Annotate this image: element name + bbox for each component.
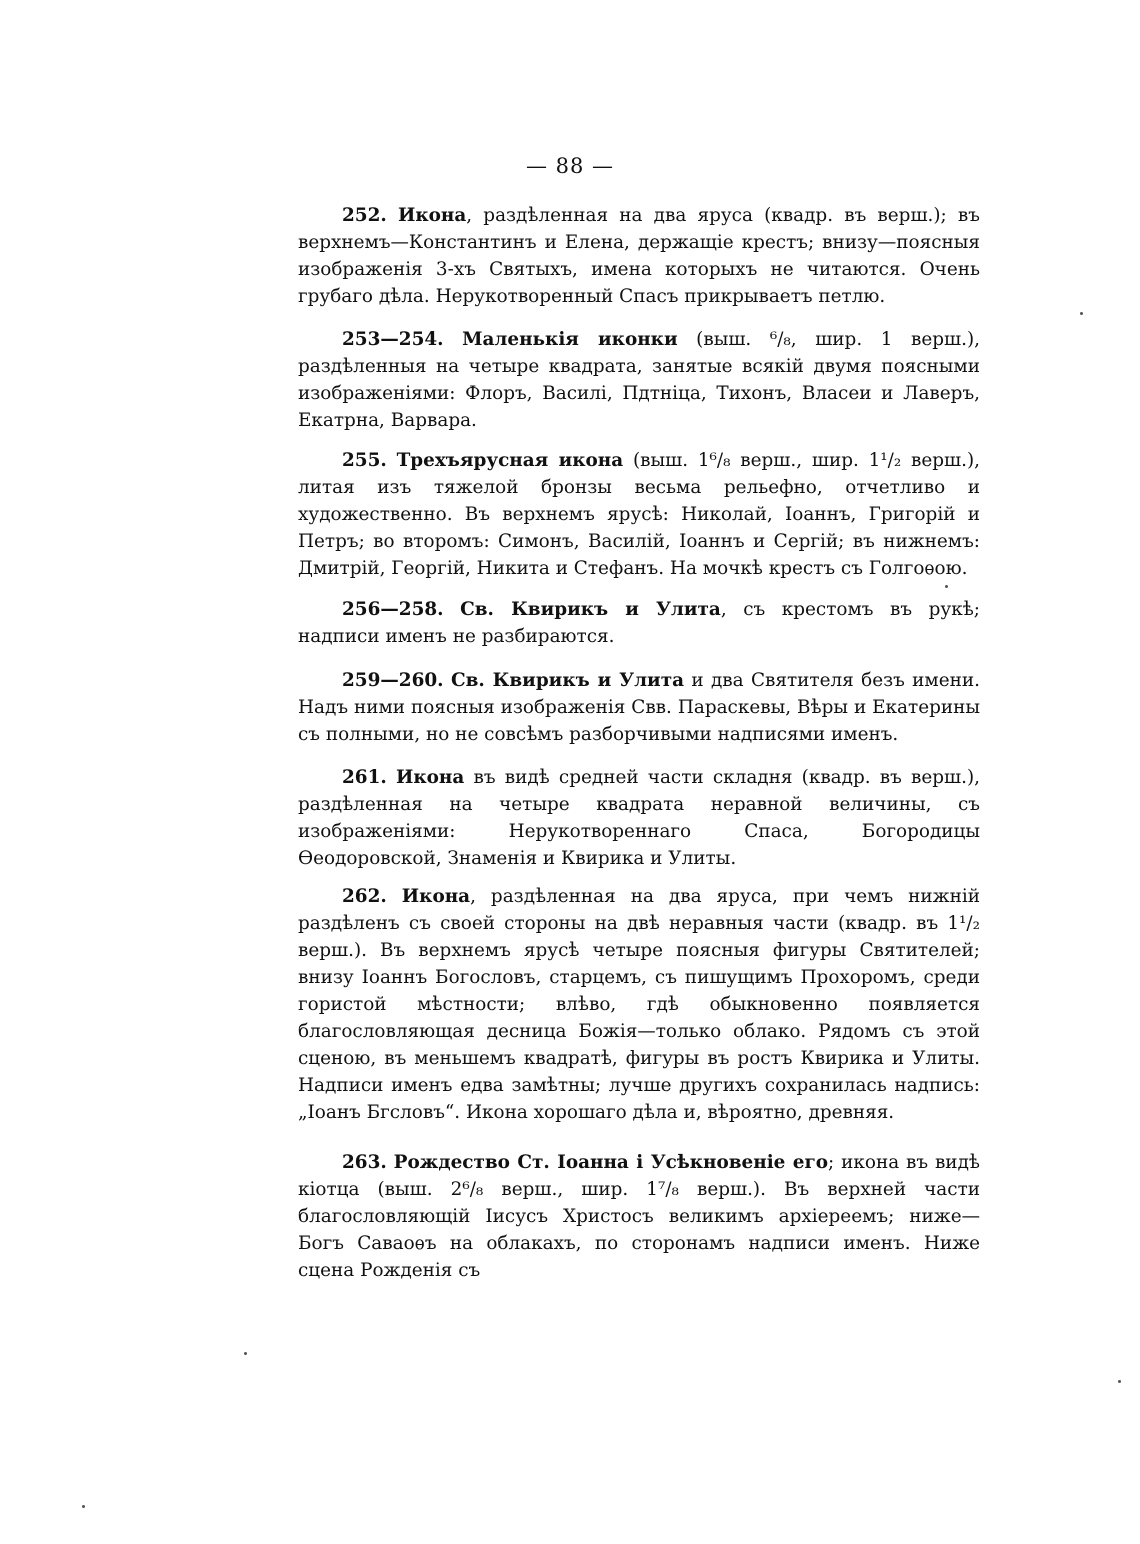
entry-title: Икона xyxy=(401,886,471,907)
entry-title: Маленькія иконки xyxy=(462,329,678,350)
entry-number: 252. xyxy=(342,205,387,226)
entry-title: Рождество Ст. Іоанна і Усѣкновеніе его xyxy=(393,1152,829,1173)
scan-speck xyxy=(945,585,948,588)
entry-text: , раздѣленная на два яруса, при чемъ нижній раздѣленъ съ своей стороны на двѣ неравныя части (квадр. въ 1¹/₂ верш.). Въ верхнемъ ярусѣ четыре поясныя фигуры Святителей; внизу Іоаннъ Богословъ, старцемъ, съ пишущимъ Прохоромъ, среди гористой мѣстности; влѣво, гдѣ обыкновенно появляется благословляющая десница Божія—только облако. Рядомъ съ этой сценою, въ меньшемъ квадратѣ, фигуры въ ростъ Квирика и Улиты. Надписи именъ едва замѣтны; лучше другихъ сохранилась надпись: „Іоанъ Бгсловъ“. Икона хорошаго дѣла и, вѣроятно, древняя. xyxy=(298,886,980,1123)
entry-number: 253—254. xyxy=(342,329,444,350)
catalog-entry xyxy=(298,202,980,310)
entry-title: Трехъярусная икона xyxy=(396,450,624,471)
entry-title: Св. Квирикъ и Улита xyxy=(460,599,721,620)
catalog-entry xyxy=(298,326,980,434)
catalog-entry xyxy=(298,447,980,582)
catalog-entry xyxy=(298,883,980,1126)
catalog-entry xyxy=(298,1149,980,1284)
entry-text: и два Святителя безъ имени. Надъ ними поясныя изображенія Свв. Параскевы, Вѣры и Екатерины съ полными, но не совсѣмъ разборчивыми надписями именъ. xyxy=(298,670,980,745)
entry-text: , раздѣленная на два яруса (квадр. въ верш.); въ верхнемъ—Константинъ и Елена, держащіе крестъ; внизу—поясныя изображенія 3-хъ Святыхъ, имена которыхъ не читаются. Очень грубаго дѣла. Нерукотворенный Спасъ прикрываетъ петлю. xyxy=(298,205,980,307)
entry-number: 263. xyxy=(342,1152,387,1173)
scan-speck xyxy=(244,1352,247,1355)
entry-text: ; икона въ видѣ кіотца (выш. 2⁶/₈ верш., шир. 1⁷/₈ верш.). Въ верхней части благословляющій Іисусъ Христосъ великимъ архіереемъ; ниже—Богъ Саваоѳъ на облакахъ, по сторонамъ надписи именъ. Ниже сцена Рожденія съ xyxy=(298,1152,980,1281)
catalog-entry xyxy=(298,667,980,748)
entry-title: Икона xyxy=(397,205,467,226)
entry-number: 259—260. xyxy=(342,670,444,691)
entry-text: (выш. 1⁶/₈ верш., шир. 1¹/₂ верш.), литая изъ тяжелой бронзы весьма рельефно, отчетливо и художественно. Въ верхнемъ ярусѣ: Николай, Іоаннъ, Григорій и Петръ; во второмъ: Симонъ, Василій, Іоаннъ и Сергій; въ нижнемъ: Дмитрій, Георгій, Никита и Стефанъ. На мочкѣ крестъ съ Голгоѳою. xyxy=(298,450,980,579)
entry-text: въ видѣ средней части складня (квадр. въ верш.), раздѣленная на четыре квадрата неравной величины, съ изображеніями: Нерукотвореннаго Спаса, Богородицы Ѳеодоровской, Знаменія и Квирика и Улиты. xyxy=(298,767,980,869)
scan-speck xyxy=(82,1505,85,1508)
catalog-entry xyxy=(298,596,980,650)
catalog-entry xyxy=(298,764,980,872)
entry-number: 256—258. xyxy=(342,599,444,620)
entry-text: , съ крестомъ въ рукѣ; надписи именъ не разбираются. xyxy=(298,599,980,647)
entry-text: (выш. ⁶/₈, шир. 1 верш.), раздѣленныя на четыре квадрата, занятые всякій двумя поясными изображеніями: Флоръ, Василі, Пдтніца, Тихонъ, Власеи и Лаверъ, Екатрна, Варвара. xyxy=(298,329,980,431)
entry-title: Св. Квирикъ и Улита xyxy=(450,670,685,691)
scan-speck xyxy=(1118,1380,1121,1383)
entry-title: Икона xyxy=(395,767,465,788)
entry-number: 262. xyxy=(342,886,387,907)
entry-number: 261. xyxy=(342,767,387,788)
scan-speck xyxy=(1080,312,1083,315)
entry-number: 255. xyxy=(342,450,387,471)
page-number: — 88 — xyxy=(525,154,615,178)
